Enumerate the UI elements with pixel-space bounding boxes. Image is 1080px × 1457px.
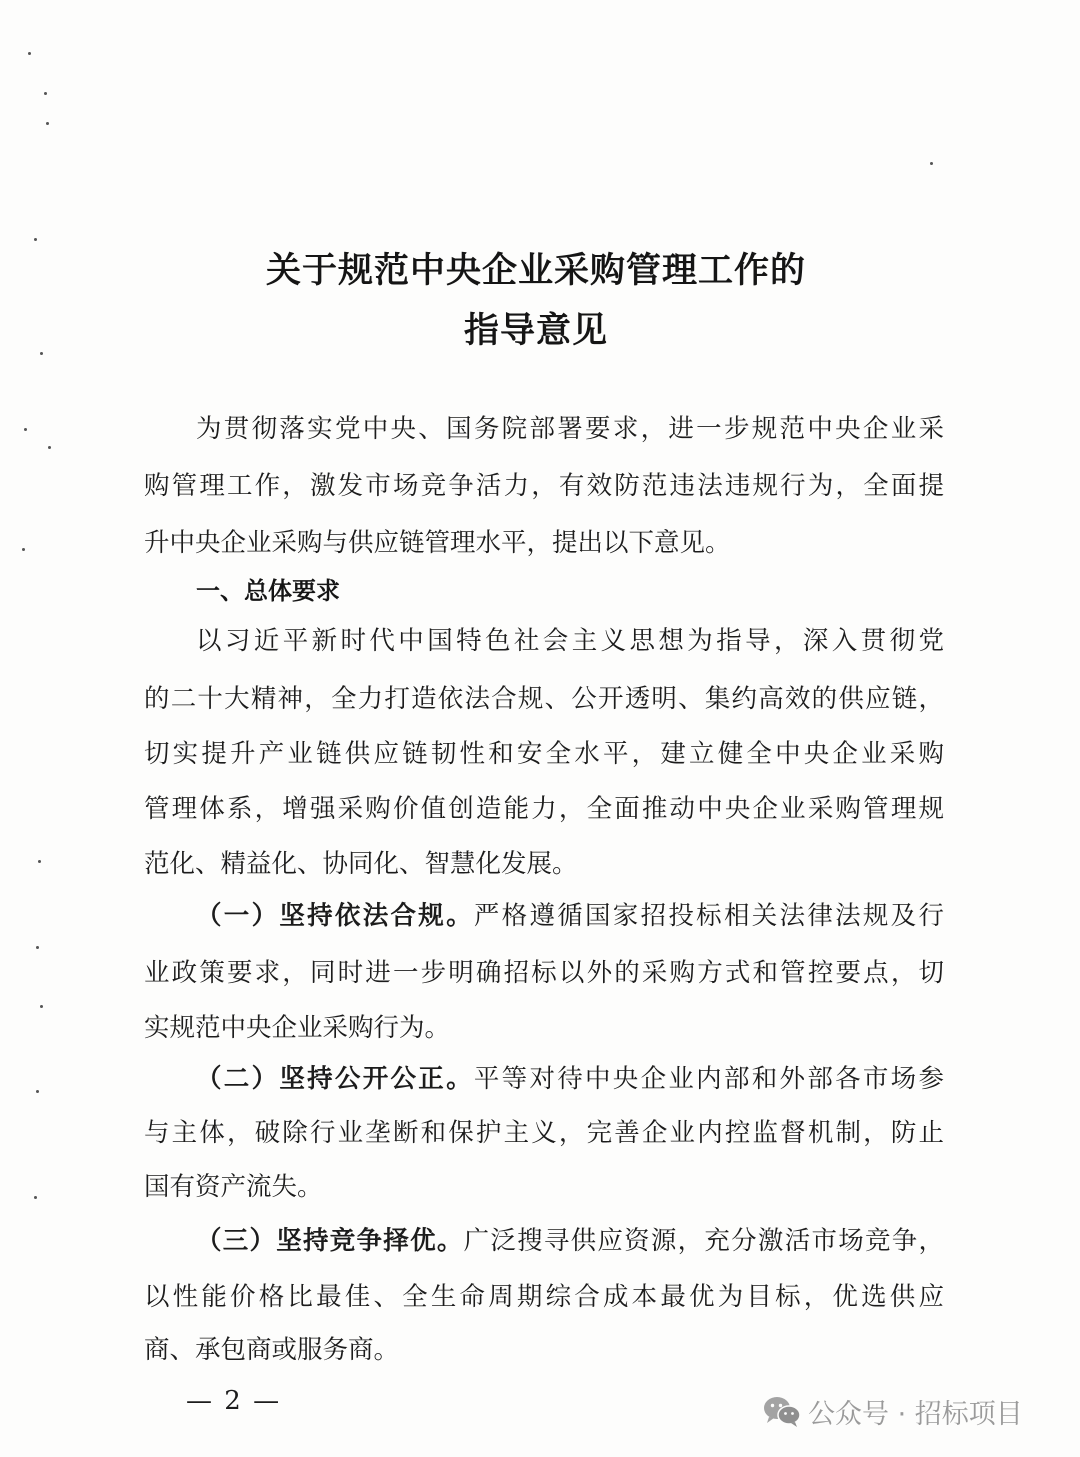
- scan-speck: [28, 52, 31, 55]
- section1-line-4: 管理体系，增强采购价值创造能力，全面推动中央企业采购管理规: [144, 794, 944, 824]
- scan-speck: [46, 122, 49, 125]
- item2-line-3: 国有资产流失。: [144, 1172, 323, 1202]
- scan-speck: [34, 238, 37, 241]
- item2-first-rest: 平等对待中央企业内部和外部各市场参: [473, 1064, 944, 1094]
- scan-speck: [48, 446, 51, 449]
- page-number: — 2 —: [186, 1386, 282, 1416]
- intro-line-1: 为贯彻落实党中央、国务院部署要求，进一步规范中央企业采: [196, 414, 944, 444]
- watermark-text: 公众号 · 招标项目: [808, 1398, 1023, 1430]
- item3-line-3: 商、承包商或服务商。: [144, 1335, 400, 1365]
- scan-speck: [34, 1196, 37, 1199]
- wechat-icon: [762, 1394, 802, 1428]
- item1-line-2: 业政策要求，同时进一步明确招标以外的采购方式和管控要点，切: [144, 958, 944, 988]
- item2-line-2: 与主体，破除行业垄断和保护主义，完善企业内控监督机制，防止: [144, 1118, 944, 1148]
- intro-line-2: 购管理工作，激发市场竞争活力，有效防范违法违规行为，全面提: [144, 471, 944, 501]
- scan-speck: [930, 162, 933, 165]
- scan-speck: [38, 860, 41, 863]
- scan-speck: [36, 1090, 39, 1093]
- item3-line-1: [196, 1226, 944, 1256]
- section-heading: 一、总体要求: [196, 577, 340, 605]
- item3-first-rest: 广泛搜寻供应资源，充分激活市场竞争，: [463, 1226, 944, 1256]
- scan-speck: [24, 428, 27, 431]
- section1-line-3: 切实提升产业链供应链韧性和安全水平，建立健全中央企业采购: [144, 739, 944, 769]
- item1-line-1: [196, 901, 944, 931]
- section1-line-5: 范化、精益化、协同化、智慧化发展。: [144, 849, 578, 879]
- scan-speck: [22, 548, 25, 551]
- item1-first-rest: 严格遵循国家招投标相关法律法规及行: [473, 901, 944, 931]
- watermark: [762, 1391, 1023, 1431]
- scan-speck: [44, 92, 47, 95]
- document-title-line-2: 指导意见: [463, 311, 608, 351]
- item1-lead: （一）坚持依法合规。: [196, 901, 474, 931]
- section1-line-2: 的二十大精神，全力打造依法合规、公开透明、集约高效的供应链，: [144, 684, 944, 714]
- item3-lead: （三）坚持竞争择优。: [196, 1226, 464, 1256]
- scan-speck: [36, 946, 39, 949]
- intro-line-3: 升中央企业采购与供应链管理水平，提出以下意见。: [144, 528, 731, 558]
- document-title-line-1: 关于规范中央企业采购管理工作的: [265, 251, 806, 291]
- section1-line-1: 以习近平新时代中国特色社会主义思想为指导，深入贯彻党: [196, 626, 944, 656]
- item1-line-3: 实规范中央企业采购行为。: [144, 1013, 451, 1043]
- item3-line-2: 以性能价格比最佳、全生命周期综合成本最优为目标，优选供应: [144, 1282, 944, 1312]
- item2-line-1: [196, 1064, 944, 1094]
- item2-lead: （二）坚持公开公正。: [196, 1064, 474, 1094]
- scan-speck: [40, 1005, 43, 1008]
